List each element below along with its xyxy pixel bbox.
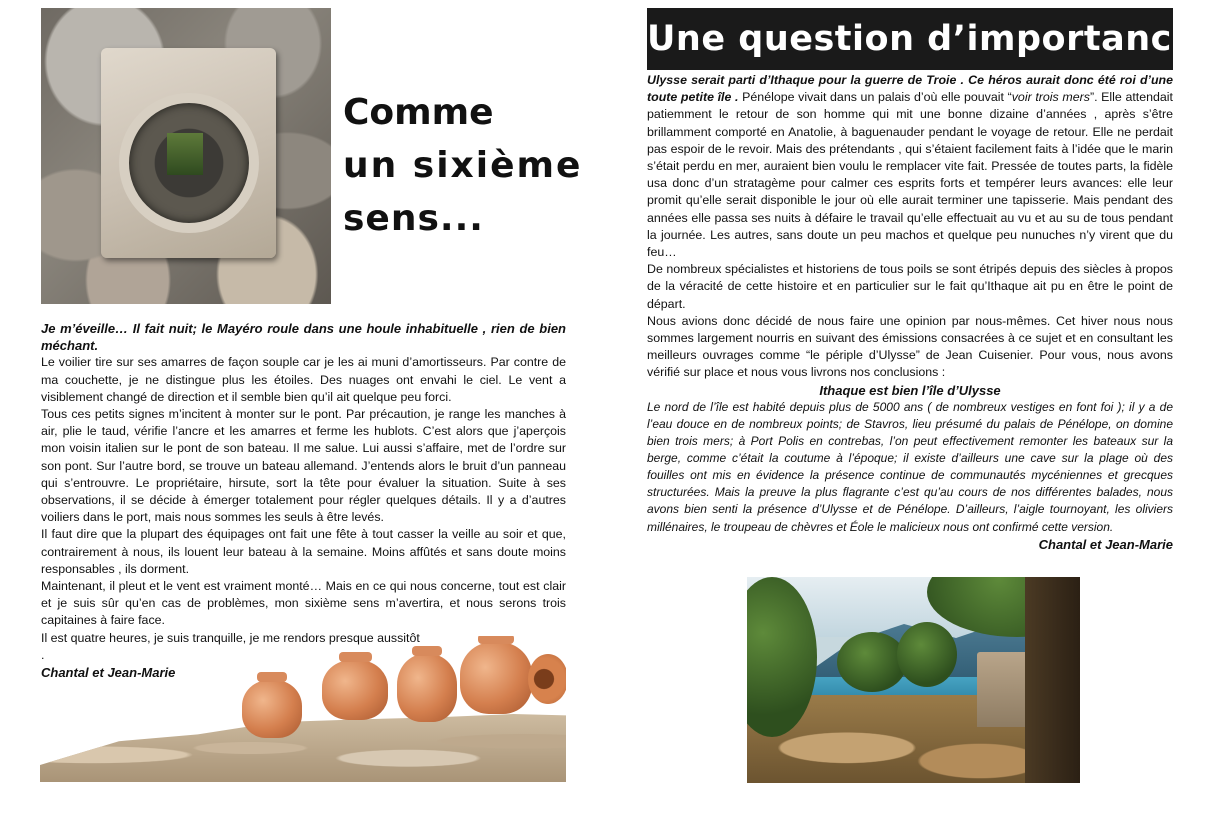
left-page-heading xyxy=(343,86,583,245)
conclusion-paragraph: Le nord de l’île est habité depuis plus de 5000 ans ( de nombreux vestiges en font foi ); il y a de l’eau douce en de nombreux points; de Stavros, lieu présumé du palais de Pénélope, on domine bien trois mers; à Port Polis en contrebas, l’on peut effectivement remonter les bateaux sur la berge, comme c’était la coutume à l’époque; il existe d’ailleurs une cave sur la plage où des fouilles ont mis en évidence la présence continue de communautés mycéniennes et grecques structurées. Mais la preuve la plus flagrante c’est qu’au cours de nos différentes balades, nous avons bien senti la présence d’Ulysse et de Pénélope. D’ailleurs, l’aigle tournoyant, les oliviers millénaires, le troupeau de chèvres et Éole le malicieux nous ont confirmé cette version. xyxy=(647,399,1173,534)
olive-trunk xyxy=(1025,577,1080,783)
article-paragraph-1: Le voilier tire sur ses amarres de façon souple car je les ai muni d’amortisseurs. Par contre de ma couchette, je ne distingue plus les étoiles. Des nuages ont envahi le ciel. Le vent a visiblement changé de direction et il semble bien qu’il ait quelque peu forci. xyxy=(41,355,566,404)
lead-paragraph: Je m’éveille… Il fait nuit; le Mayéro roule dans une houle inhabituelle , rien de bien méchant. xyxy=(41,321,566,354)
clay-jar xyxy=(397,654,457,722)
heading-line-2: un sixième xyxy=(343,145,583,186)
heading-line-1: Comme xyxy=(343,92,494,133)
left-signature: Chantal et Jean-Marie xyxy=(41,665,176,681)
subheading: Ithaque est bien l’île d’Ulysse xyxy=(819,382,1001,398)
right-signature: Chantal et Jean-Marie xyxy=(1038,536,1173,552)
right-page-article xyxy=(647,72,1173,553)
intro-quote: voir trois mers xyxy=(1011,90,1090,105)
heading-line-3: sens... xyxy=(343,198,484,239)
clay-jar xyxy=(322,660,388,720)
window-opening xyxy=(167,133,203,175)
right-page-title: Une question d’importance xyxy=(647,8,1173,70)
article-paragraph-5: Il est quatre heures, je suis tranquille, je me rendors presque aussitôt . xyxy=(41,630,420,662)
article-paragraph-2: Tous ces petits signes m’incitent à monter sur le pont. Par précaution, je range les manches à air, plie le taud, vérifie l’ancre et les amarres et ferme les hublots. C’est alors que j’aperçois mon voisin italien sur le pont de son bateau. Il me salue. Lui aussi s’affaire, met de l’ordre sur son pont. Sur l’autre bord, se trouve un bateau allemand. J’entends alors le bruit d’un panneau qui s’entrouvre. Le propriétaire, hirsute, sort la tête pour évaluer la situation. Suite à ses observations, il se décide à émerger totalement pour régler quelques détails. Il y a d’autres voiliers dans le port, mais nous sommes les seuls à être levés. xyxy=(41,407,566,525)
intro-bold: Ulysse serait parti d’Ithaque pour la guerre de Troie . Ce héros aurait donc été roi d’une toute petite île . xyxy=(647,73,1173,105)
clay-jar xyxy=(242,680,302,738)
olive-tree-ruins-photo xyxy=(747,577,1080,783)
clay-jar xyxy=(460,642,532,714)
clay-jars-photo xyxy=(40,636,566,782)
article-paragraph-2: De nombreux spécialistes et historiens de tous poils se sont étripés depuis des siècles à propos de la véracité de cette histoire et en particulier sur le fait qu’Ithaque ait pu en être le point de départ. xyxy=(647,262,1173,311)
intro-text-2: ”. Elle attendait patiemment le retour de son homme qui mit une bonne dizaine d’années , après s’être brillamment comporté en Anatolie, à baguenauder pendant le voyage de retour. Elle ne perdait pas espoir de le revoir. Mais des prétendants , qui s’étaient facilement faits à l’idée que le marin s’était perdu en mer, auraient bien voulu le remplacer vite fait. Pressée de toutes parts, la fidèle usa donc d’un stratagème pour calmer ces esprits forts et tempérer leurs avances: elle leur promit qu’elle serait disponible le jour où elle aurait terminer une tapisserie. Mais pendant des années elle passa ses nuits à défaire le travail qu’elle effectuait au vu et au su de tous pendant la journée. Les autres, sans doute un peu machos et quelque peu nunuches n’y virent que du feu… xyxy=(647,90,1173,260)
intro-text-1: Pénélope vivait dans un palais d’où elle pouvait “ xyxy=(738,90,1012,105)
stone-wall xyxy=(40,714,566,782)
tree xyxy=(897,622,957,687)
clay-jar-open xyxy=(528,654,566,704)
article-paragraph-3: Il faut dire que la plupart des équipages ont fait une fête à tout casser la veille au soir et que, contrairement à nous, ils louent leur bateau à la semaine. Moins affûtés et sans doute moins responsables , ils dorment. xyxy=(41,527,566,576)
article-paragraph-4: Maintenant, il pleut et le vent est vraiment monté… Mais en ce qui nous concerne, tout est clair et je suis sûr qu’en cas de problèmes, mon sixième sens m’avertira, et nous serons trois capitaines à faire face. xyxy=(41,579,566,628)
left-page-article xyxy=(41,320,566,681)
article-paragraph-3: Nous avions donc décidé de nous faire une opinion par nous-mêmes. Cet hiver nous nous sommes largement nourris en suivant des émissions consacrées à ce sujet et en consultant les meilleurs ouvrages comme “le périple d’Ulysse” de Jean Cuisenier. Pour vous, nous avons vérifié sur place et nous vous livrons nos conclusions : xyxy=(647,313,1173,380)
intro-paragraph xyxy=(647,72,1173,261)
stone-wall-porthole-photo xyxy=(41,8,331,304)
tree xyxy=(837,632,907,692)
